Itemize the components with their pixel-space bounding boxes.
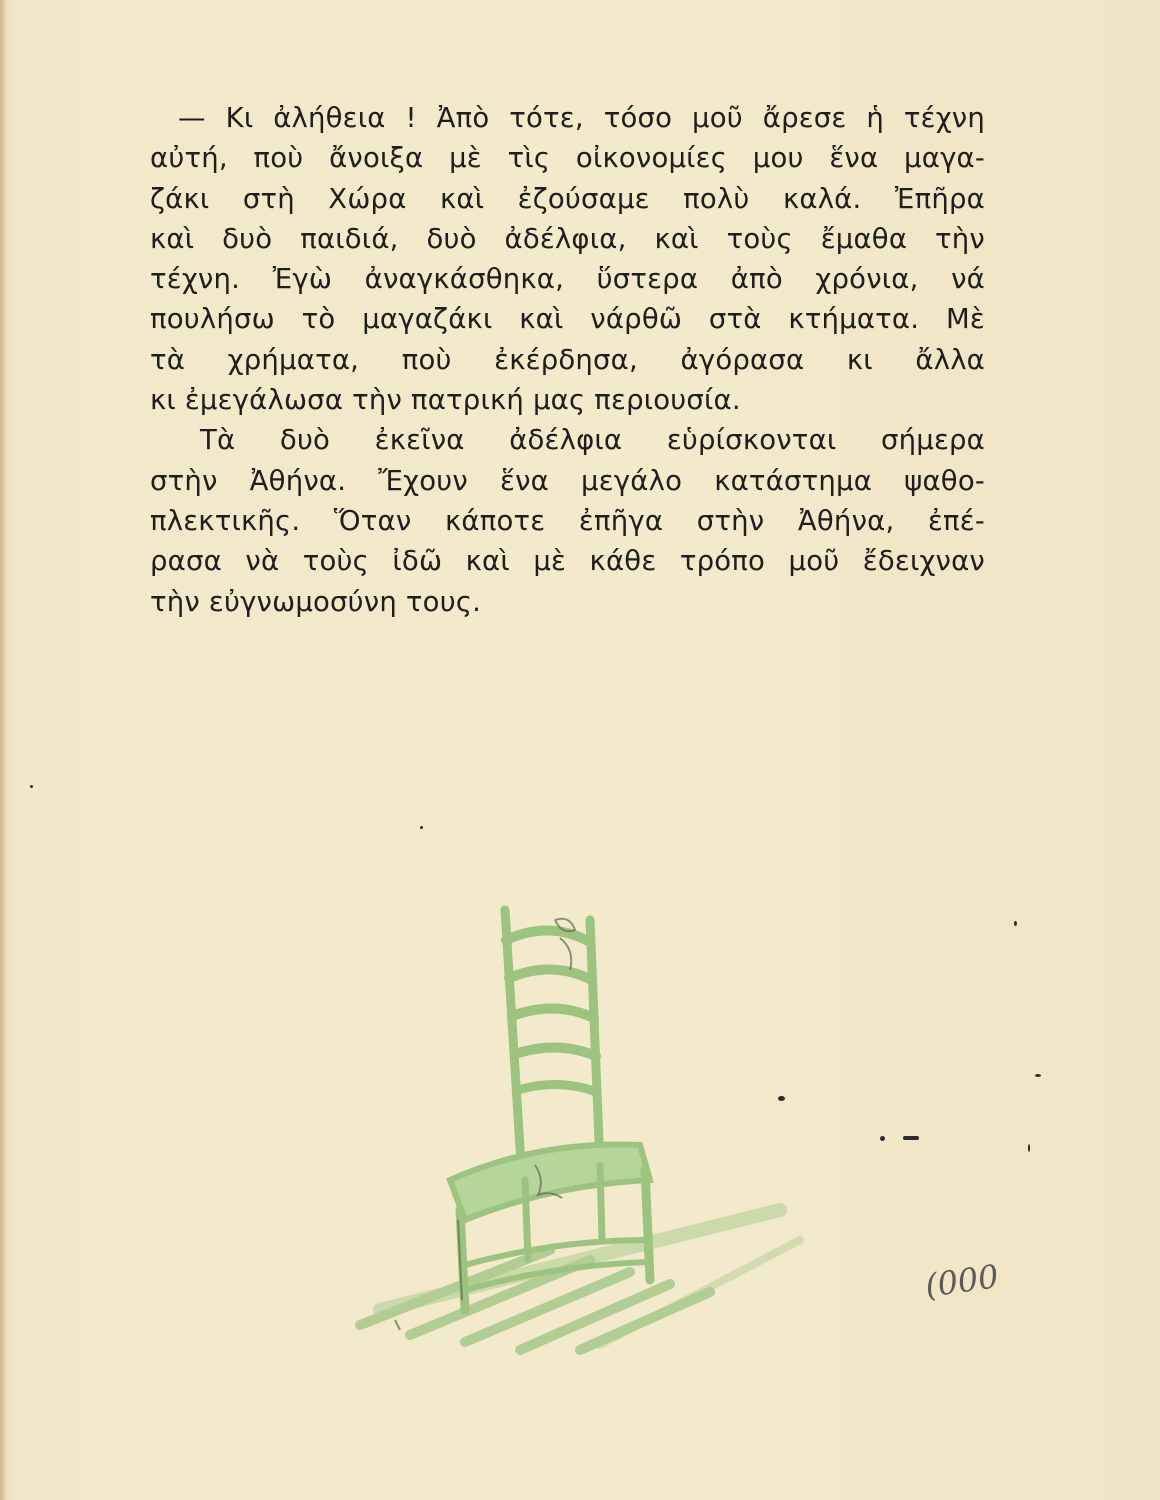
text-line: πουλήσω τὸ μαγαζάκι καὶ νάρθῶ στὰ κτήματα. Μὲ: [150, 303, 985, 336]
text-line: τὰ χρήματα, ποὺ ἐκέρδησα, ἀγόρασα κι ἄλλα: [150, 343, 985, 376]
text-line: κι ἐμεγάλωσα τὴν πατρική μας περιουσία.: [150, 384, 741, 417]
ink-speck: [880, 1136, 885, 1141]
paragraph-1: [150, 98, 985, 420]
ink-speck: [1035, 1074, 1041, 1077]
text-line: Τὰ δυὸ ἐκεῖνα ἀδέλφια εὑρίσκονται σήμερα: [200, 424, 985, 457]
text-line: καὶ δυὸ παιδιά, δυὸ ἀδέλφια, καὶ τοὺς ἔμαθα τὴν: [150, 222, 985, 255]
text-line: πλεκτικῆς. Ὅταν κάποτε ἐπῆγα στὴν Ἀθήνα, ἐπέ-: [150, 504, 985, 537]
ink-speck: [1014, 921, 1017, 926]
ink-speck: [903, 1136, 919, 1140]
ink-speck: [420, 826, 423, 829]
paragraph-2: [150, 420, 985, 621]
text-line: τέχνη. Ἐγὼ ἀναγκάσθηκα, ὕστερα ἀπὸ χρόνια, νά: [150, 263, 985, 296]
text-line: στὴν Ἀθήνα. Ἔχουν ἕνα μεγάλο κατάστημα ψαθο-: [150, 464, 985, 497]
text-line: ζάκι στὴ Χώρα καὶ ἐζούσαμε πολὺ καλά. Ἐπῆρα: [150, 182, 985, 215]
ink-speck: [30, 785, 33, 788]
text-line: τὴν εὐγνωμοσύνη τους.: [150, 585, 482, 618]
text-line: αὐτή, ποὺ ἄνοιξα μὲ τὶς οἰκονομίες μου ἕνα μαγα-: [150, 142, 985, 175]
handwritten-note: (000: [922, 1257, 1001, 1305]
chair-illustration: [300, 880, 860, 1380]
text-line: — Κι ἀλήθεια ! Ἀπὸ τότε, τόσο μοῦ ἄρεσε ἡ τέχνη: [178, 102, 985, 134]
ink-speck: [778, 1096, 785, 1101]
body-text: [150, 98, 985, 622]
ink-speck: [1028, 1144, 1030, 1152]
text-line: ρασα νὰ τοὺς ἰδῶ καὶ μὲ κάθε τρόπο μοῦ ἔδειχναν: [150, 545, 985, 578]
page-binding-edge: [0, 0, 6, 1500]
